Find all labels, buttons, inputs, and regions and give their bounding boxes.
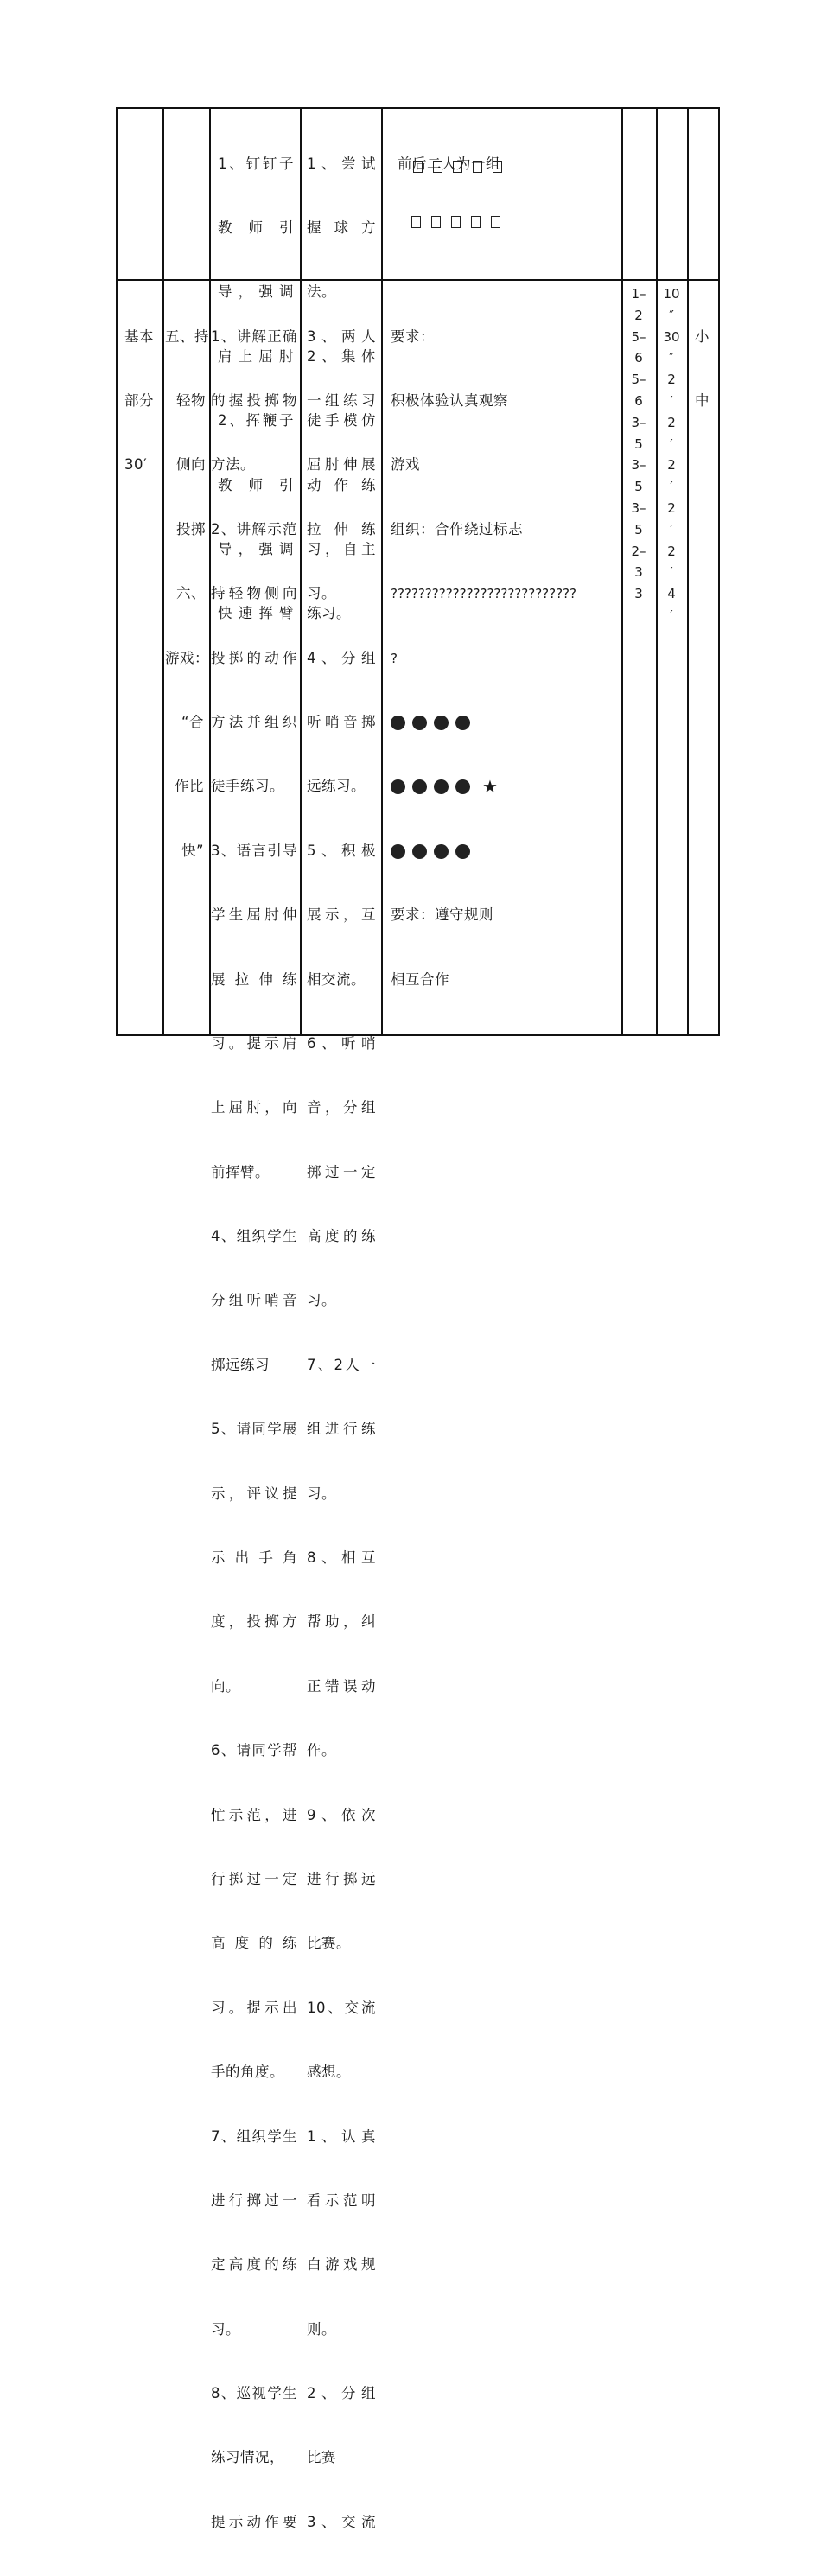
text-line: 中	[695, 391, 710, 409]
col-border	[656, 107, 658, 1036]
text-line: 习。提示出	[211, 1999, 297, 2016]
text-line: 展 拉 伸 练	[211, 970, 297, 988]
student-dot-icon	[412, 844, 427, 859]
student-marker-icon	[493, 161, 502, 173]
text-line: 快”	[181, 842, 204, 859]
text-line: 进行掷过一	[211, 2191, 297, 2209]
text-line: 投掷	[176, 520, 206, 537]
text-line: ′	[670, 479, 673, 495]
row2-intensity	[695, 283, 716, 455]
text-line: 进行掷远	[307, 1870, 376, 1887]
text-line: ′	[670, 436, 673, 452]
text-line: 练习。	[307, 605, 351, 622]
text-line: 6	[634, 392, 643, 409]
text-line: 分组听哨音	[211, 1292, 297, 1309]
text-line: 示，评议提	[211, 1485, 297, 1502]
text-line: 部分	[124, 391, 154, 409]
formation-dots-row-1	[391, 712, 617, 734]
text-line: ″	[669, 307, 674, 323]
text-line: 5–	[631, 328, 646, 345]
text-line: 3	[634, 564, 643, 581]
text-line: 5	[634, 521, 643, 537]
text-line: 积极体验认真观察	[391, 391, 508, 409]
text-line: 侧向	[176, 456, 206, 474]
text-line: 忙示范，进	[211, 1806, 297, 1823]
text-line: 4、组织学生	[211, 1228, 297, 1245]
text-line: 6、听哨	[307, 1034, 376, 1052]
text-line: 5	[634, 436, 643, 452]
text-line: 1–	[631, 286, 646, 302]
text-line: ′	[670, 521, 673, 537]
text-line: 基本	[124, 328, 154, 345]
text-line: 5、请同学展	[211, 1421, 297, 1438]
text-line: 习。	[307, 1485, 336, 1502]
text-line: 握 球 方	[307, 219, 376, 236]
text-line: 比赛	[307, 2449, 336, 2466]
formation-row-1	[413, 157, 512, 174]
text-line: 8、相互	[307, 1549, 376, 1567]
text-line: 度，投掷方	[211, 1613, 297, 1631]
text-line: 掷远练习	[211, 1356, 270, 1373]
table-bottom-border	[116, 1034, 719, 1036]
row2-practice-count	[626, 283, 652, 605]
row2-organization	[391, 283, 617, 1034]
text-line: 5–	[631, 372, 646, 388]
text-line: 3、两人	[307, 328, 376, 345]
student-dot-icon	[391, 844, 405, 859]
text-line: 2–	[631, 543, 646, 559]
text-line: 徒手练习。	[211, 778, 284, 795]
text-line: 习。	[211, 2320, 240, 2337]
text-line: ?	[391, 650, 398, 666]
text-line: 3–	[631, 414, 646, 430]
student-marker-icon	[413, 161, 423, 173]
text-line: 的握投掷物	[211, 391, 297, 409]
text-line: 上屈肘，向	[211, 1099, 297, 1116]
text-line: 10	[663, 286, 680, 302]
text-line: 方法并组织	[211, 713, 297, 730]
text-line: 动 作 练	[307, 476, 376, 493]
text-line: 9、依次	[307, 1806, 376, 1823]
text-line: 方法。	[211, 456, 255, 474]
text-line: 示 出 手 角	[211, 1549, 297, 1567]
text-line: 比赛。	[307, 1935, 351, 1952]
text-line: 六、	[176, 585, 206, 602]
text-line: 2	[667, 499, 676, 516]
text-line: 习，自主	[307, 540, 376, 557]
text-line: 2	[634, 307, 643, 323]
col-border	[116, 107, 118, 1036]
text-line: 1、钉钉子	[218, 155, 294, 172]
text-line: 肩上屈肘	[218, 347, 294, 365]
student-dot-icon	[434, 844, 449, 859]
text-line: 行掷过一定	[211, 1870, 297, 1887]
text-line: 30	[663, 328, 680, 345]
formation-row-2	[411, 213, 511, 229]
text-line: ′	[670, 392, 673, 409]
text-line: 高度的练	[307, 1228, 376, 1245]
student-dot-icon	[434, 779, 449, 794]
text-line: 五、持	[165, 328, 209, 345]
text-line: 提示动作要	[211, 2513, 297, 2530]
text-line: 游戏：	[165, 649, 209, 666]
student-dot-icon	[391, 779, 405, 794]
text-line: 3–	[631, 499, 646, 516]
marker-star-icon: ★	[482, 776, 499, 798]
text-line: 音，分组	[307, 1099, 376, 1116]
student-marker-icon	[471, 216, 481, 228]
text-line: 前挥臂。	[211, 1163, 270, 1180]
text-line: 拉 伸 练	[307, 520, 376, 537]
text-line: 轻物	[176, 391, 206, 409]
text-line: 4、分组	[307, 649, 376, 666]
text-line: 游戏	[391, 456, 420, 474]
text-line: 练习情况，	[211, 2449, 284, 2466]
text-line: 2、挥鞭子	[218, 412, 294, 429]
student-dot-icon	[455, 844, 470, 859]
student-marker-icon	[433, 161, 442, 173]
text-line: 白游戏规	[307, 2256, 376, 2274]
col-border	[621, 107, 623, 1036]
text-line: 教 师 引	[218, 476, 294, 493]
row2-section	[124, 283, 162, 519]
text-line: 远练习。	[307, 778, 366, 795]
student-marker-icon	[453, 161, 462, 173]
text-line: 2、讲解示范	[211, 520, 297, 537]
text-line: 2、集体	[307, 347, 376, 365]
text-line: 快速挥臂	[218, 605, 294, 622]
text-line: 3–	[631, 457, 646, 474]
col-border	[718, 107, 720, 1036]
text-line: 向。	[211, 1677, 240, 1695]
text-line: 2	[667, 543, 676, 559]
text-line: 3、交流	[307, 2513, 376, 2530]
text-line: 手的角度。	[211, 2064, 284, 2081]
text-line: ′	[670, 607, 673, 623]
text-line: 导，强调	[218, 540, 294, 557]
student-dot-icon	[434, 716, 449, 730]
student-marker-icon	[473, 161, 482, 173]
formation-dots-row-2	[391, 776, 617, 798]
text-line: 掷过一定	[307, 1163, 376, 1180]
text-line: 屈肘伸展	[307, 456, 376, 474]
student-dot-icon	[412, 779, 427, 794]
text-line: 投掷的动作	[211, 649, 297, 666]
text-line: ′	[670, 564, 673, 581]
text-line: 要求：遵守规则	[391, 906, 493, 924]
text-line: 3	[634, 586, 643, 602]
formation-dots-row-3	[391, 841, 617, 862]
text-line: 4	[667, 586, 676, 602]
text-line: 持轻物侧向	[211, 585, 297, 602]
text-line: ″	[669, 350, 674, 366]
text-line: 3、语言引导	[211, 842, 297, 859]
text-line: 定高度的练	[211, 2256, 297, 2274]
text-line: 作比	[175, 778, 204, 795]
text-line: 看示范明	[307, 2191, 376, 2209]
student-marker-icon	[491, 216, 500, 228]
text-line: 7、2人一	[307, 1356, 376, 1373]
text-line: 听哨音掷	[307, 713, 376, 730]
row2-content	[164, 283, 209, 905]
text-line: 10、交流	[307, 1999, 376, 2016]
text-line: 2、分组	[307, 2385, 376, 2402]
text-line: 2	[667, 457, 676, 474]
student-dot-icon	[455, 716, 470, 730]
row-divider	[116, 279, 719, 281]
text-line: 2	[667, 414, 676, 430]
text-line: 高 度 的 练	[211, 1935, 297, 1952]
text-line: “合	[181, 713, 204, 730]
text-line: 相交流。	[307, 970, 366, 988]
text-line: 2	[667, 372, 676, 388]
text-line: 5	[634, 479, 643, 495]
text-line: 则。	[307, 2320, 336, 2337]
text-line: 6	[634, 350, 643, 366]
text-line: 习。	[307, 585, 336, 602]
text-line: 8、巡视学生	[211, 2385, 297, 2402]
text-line: 导，强调	[218, 283, 294, 301]
table-top-border	[116, 107, 719, 109]
col-border	[687, 107, 689, 1036]
text-line: 小	[695, 328, 710, 345]
text-line: 组织：合作绕过标志	[391, 520, 523, 537]
text-line: 相互合作	[391, 970, 449, 988]
student-dot-icon	[455, 779, 470, 794]
col-border	[381, 107, 383, 1036]
student-marker-icon	[411, 216, 421, 228]
student-dot-icon	[412, 716, 427, 730]
row2-teacher-activity	[211, 283, 297, 2576]
organization-title: 前后二人为一组	[398, 155, 500, 172]
text-line: 7、组织学生	[211, 2128, 297, 2145]
text-line: 6、请同学帮	[211, 1742, 297, 1759]
text-line: 30′	[124, 456, 148, 474]
text-line: 学生屈肘伸	[211, 906, 297, 924]
text-line: 正错误动	[307, 1677, 376, 1695]
text-line: 徒手模仿	[307, 412, 376, 429]
text-line: 1、讲解正确	[211, 328, 297, 345]
text-line: 要求：	[391, 328, 435, 345]
text-line: ???????????????????????????	[391, 586, 576, 602]
text-line: 习。提示肩	[211, 1034, 297, 1052]
text-line: 作。	[307, 1742, 336, 1759]
text-line: 感想。	[307, 2064, 351, 2081]
text-line: 法。	[307, 283, 336, 301]
col-border	[300, 107, 302, 1036]
text-line: 习。	[307, 1292, 336, 1309]
student-dot-icon	[391, 716, 405, 730]
text-line: 1、认真	[307, 2128, 376, 2145]
text-line: 组进行练	[307, 1421, 376, 1438]
text-line: 5、积极	[307, 842, 376, 859]
text-line: 1、尝试	[307, 155, 376, 172]
student-marker-icon	[451, 216, 461, 228]
text-line: 展示，互	[307, 906, 376, 924]
text-line: 教 师 引	[218, 219, 294, 236]
row2-time	[659, 283, 684, 627]
row2-student-activity	[307, 283, 376, 2576]
student-marker-icon	[431, 216, 441, 228]
text-line: 一组练习	[307, 391, 376, 409]
text-line: 帮助，纠	[307, 1613, 376, 1631]
